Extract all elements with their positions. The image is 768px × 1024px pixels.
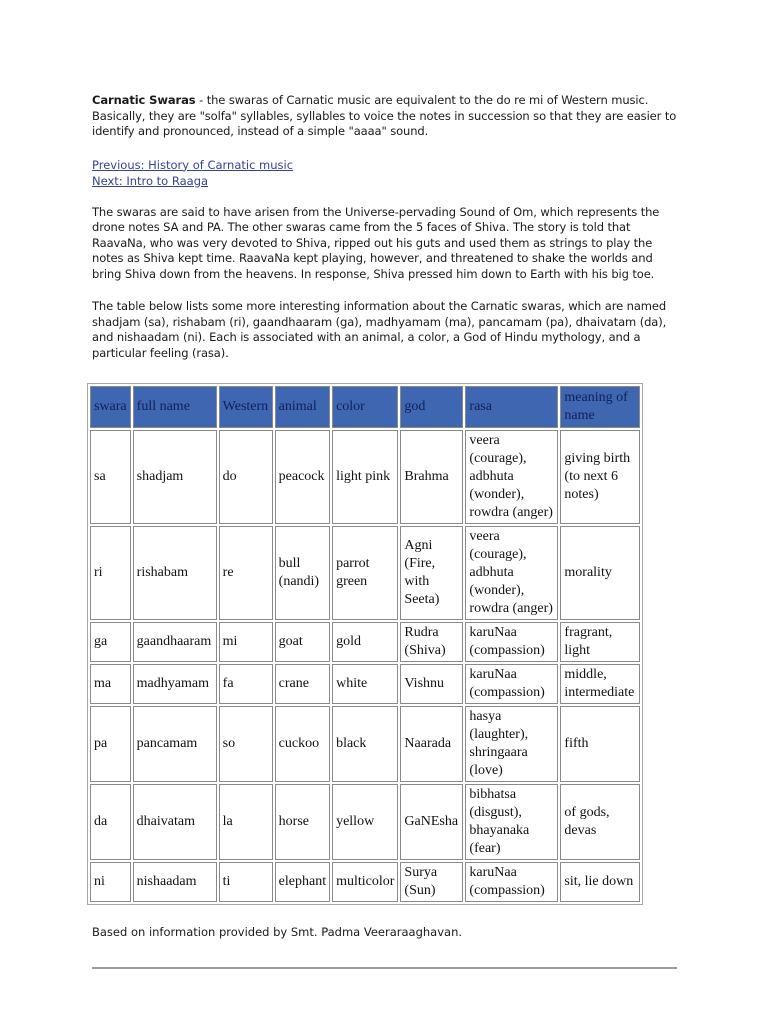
cell-western: do	[219, 430, 273, 524]
cell-swara: sa	[90, 430, 131, 524]
cell-full-name: shadjam	[133, 430, 217, 524]
cell-color: yellow	[332, 784, 398, 860]
cell-meaning: fragrant, light	[560, 622, 640, 662]
table-row	[90, 526, 640, 620]
cell-color: black	[332, 706, 398, 782]
article-body	[92, 93, 682, 361]
cell-animal: goat	[275, 622, 330, 662]
cell-swara: ri	[90, 526, 131, 620]
header-god: god	[400, 386, 463, 428]
intro-text: - the swaras of Carnatic music are equivalent to the do re mi of Western music. Basically, they are "solfa" syllables, syllables to voice the notes in succession so that they are easier to identify and pronounced, instead of a simple "aaaa" sound.	[92, 93, 677, 138]
cell-color: white	[332, 664, 398, 704]
cell-god: GaNEsha	[400, 784, 463, 860]
cell-full-name: nishaadam	[133, 862, 217, 902]
cell-meaning: giving birth (to next 6 notes)	[560, 430, 640, 524]
cell-meaning: of gods, devas	[560, 784, 640, 860]
cell-full-name: madhyamam	[133, 664, 217, 704]
previous-link[interactable]: Previous: History of Carnatic music	[92, 157, 294, 172]
cell-rasa: hasya (laughter), shringaara (love)	[465, 706, 558, 782]
cell-god: Brahma	[400, 430, 463, 524]
cell-western: re	[219, 526, 273, 620]
cell-rasa: karuNaa (compassion)	[465, 622, 558, 662]
cell-western: so	[219, 706, 273, 782]
cell-god: Rudra (Shiva)	[400, 622, 463, 662]
cell-swara: da	[90, 784, 131, 860]
table-header-row	[90, 386, 640, 428]
cell-god: Surya (Sun)	[400, 862, 463, 902]
cell-full-name: pancamam	[133, 706, 217, 782]
cell-western: ti	[219, 862, 273, 902]
cell-rasa: veera (courage), adbhuta (wonder), rowdra (anger)	[465, 526, 558, 620]
cell-color: multicolor	[332, 862, 398, 902]
cell-meaning: fifth	[560, 706, 640, 782]
cell-color: parrot green	[332, 526, 398, 620]
cell-rasa: karuNaa (compassion)	[465, 664, 558, 704]
cell-animal: crane	[275, 664, 330, 704]
navigation-links	[92, 157, 682, 189]
header-swara: swara	[90, 386, 131, 428]
cell-full-name: dhaivatam	[133, 784, 217, 860]
cell-swara: pa	[90, 706, 131, 782]
attribution-text: Based on information provided by Smt. Padma Veeraraaghavan.	[92, 925, 463, 939]
cell-god: Vishnu	[400, 664, 463, 704]
cell-meaning: middle, intermediate	[560, 664, 640, 704]
cell-rasa: veera (courage), adbhuta (wonder), rowdra (anger)	[465, 430, 558, 524]
header-full-name: full name	[133, 386, 217, 428]
header-meaning: meaning of name	[560, 386, 640, 428]
intro-paragraph	[92, 93, 682, 140]
header-rasa: rasa	[465, 386, 558, 428]
cell-color: gold	[332, 622, 398, 662]
table-row	[90, 622, 640, 662]
cell-animal: peacock	[275, 430, 330, 524]
cell-animal: horse	[275, 784, 330, 860]
table-row	[90, 664, 640, 704]
table-row	[90, 430, 640, 524]
cell-animal: elephant	[275, 862, 330, 902]
cell-swara: ma	[90, 664, 131, 704]
header-color: color	[332, 386, 398, 428]
table-intro-paragraph: The table below lists some more interesting information about the Carnatic swaras, which are named shadjam (sa), rishabam (ri), gaandhaaram (ga), madhyamam (ma), pancamam (pa), dhaivatam (da), and nishaadam (ni). Each is associated with an animal, a color, a God of Hindu mythology, and a particular feeling (rasa).	[92, 299, 667, 360]
cell-rasa: karuNaa (compassion)	[465, 862, 558, 902]
cell-rasa: bibhatsa (disgust), bhayanaka (fear)	[465, 784, 558, 860]
cell-swara: ni	[90, 862, 131, 902]
cell-animal: cuckoo	[275, 706, 330, 782]
intro-title: Carnatic Swaras	[92, 93, 196, 107]
cell-full-name: gaandhaaram	[133, 622, 217, 662]
swara-table	[87, 383, 643, 905]
cell-god: Naarada	[400, 706, 463, 782]
cell-full-name: rishabam	[133, 526, 217, 620]
table-row	[90, 862, 640, 902]
header-western: Western	[219, 386, 273, 428]
cell-meaning: morality	[560, 526, 640, 620]
cell-meaning: sit, lie down	[560, 862, 640, 902]
cell-western: la	[219, 784, 273, 860]
table-row	[90, 784, 640, 860]
cell-western: mi	[219, 622, 273, 662]
cell-animal: bull (nandi)	[275, 526, 330, 620]
cell-swara: ga	[90, 622, 131, 662]
header-animal: animal	[275, 386, 330, 428]
next-link[interactable]: Next: Intro to Raaga	[92, 173, 209, 188]
table-row	[90, 706, 640, 782]
horizontal-rule	[92, 967, 677, 969]
origin-paragraph: The swaras are said to have arisen from the Universe-pervading Sound of Om, which represents the drone notes SA and PA. The other swaras came from the 5 faces of Shiva. The story is told that RaavaNa, who was very devoted to Shiva, ripped out his guts and used them as strings to play the notes as Shiva kept time. RaavaNa kept playing, however, and threatened to shake the worlds and bring Shiva down from the heavens. In response, Shiva pressed him down to Earth with his big toe.	[92, 204, 660, 281]
cell-color: light pink	[332, 430, 398, 524]
cell-god: Agni (Fire, with Seeta)	[400, 526, 463, 620]
cell-western: fa	[219, 664, 273, 704]
